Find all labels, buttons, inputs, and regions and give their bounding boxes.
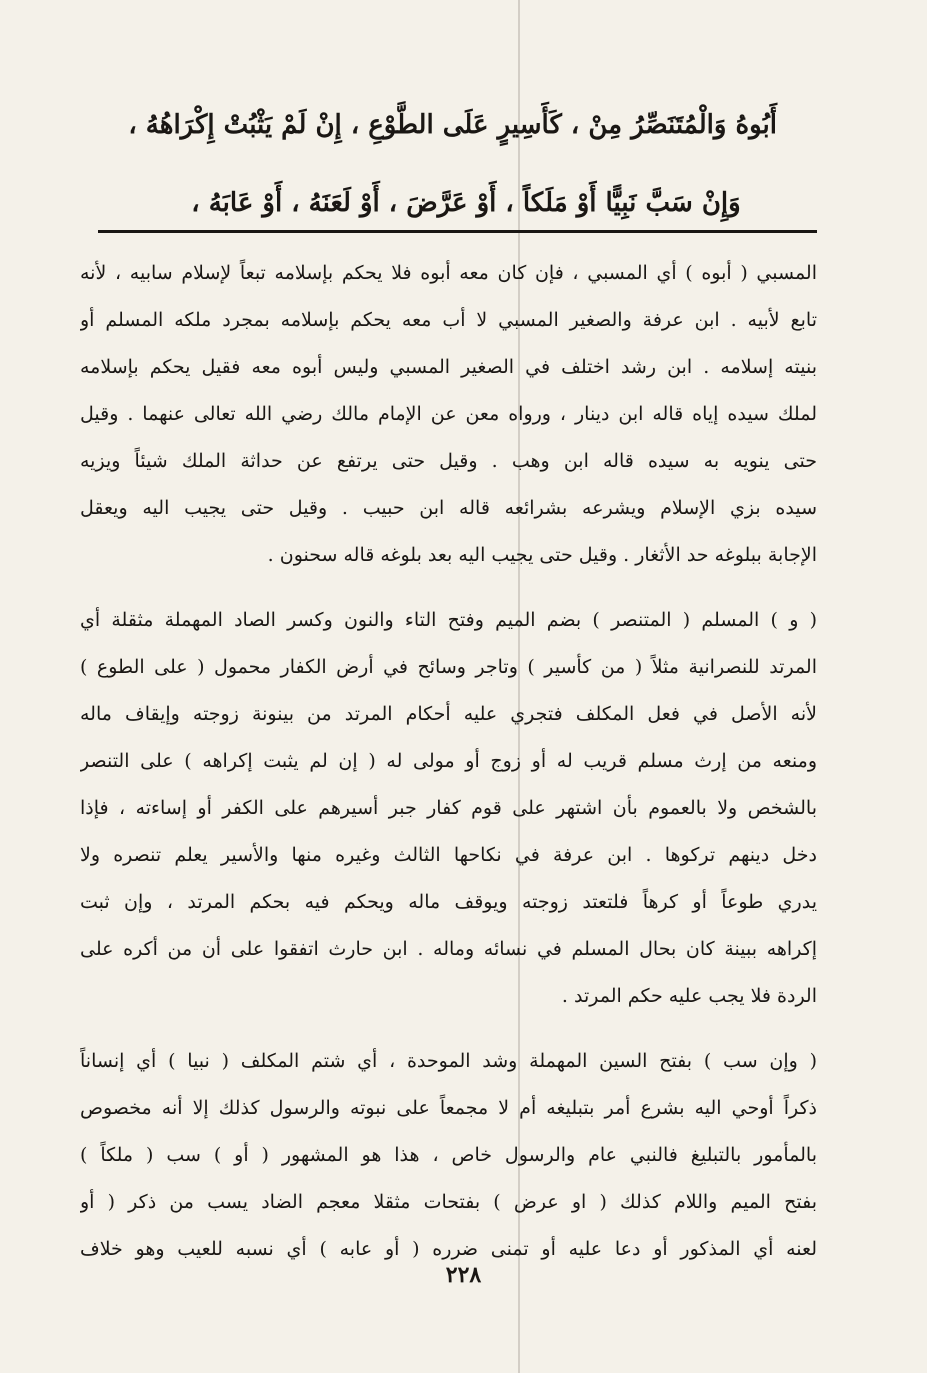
text-line: بالمأمور بالتبليغ فالنبي عام والرسول خاص ، هذا هو المشهور ( أو ) سب ( ملكاً ) (80, 1144, 817, 1166)
text-line: ومنعه من إرث مسلم قريب له أو زوج أو مولى له ( إن لم يثبت إكراهه ) على التنصر (80, 750, 817, 772)
paragraph-3 (80, 1038, 817, 1273)
paragraph-1 (80, 250, 817, 579)
page-number: ٢٢٨ (445, 1262, 482, 1288)
text-line: لأنه الأصل في فعل المكلف فتجري عليه أحكام المرتد من بينونة زوجته وإيقاف ماله (80, 703, 817, 725)
text-line: حتى ينويه به سيده قاله ابن وهب . وقيل حتى يرتفع عن حداثة الملك شيئاً ويزيه (80, 450, 817, 472)
matn-verse (128, 86, 777, 242)
text-line: بنيته إسلامه . ابن رشد اختلف في الصغير المسبي وليس أبوه معه فقيل يحكم بإسلامه (80, 356, 817, 378)
separator-rule (98, 230, 817, 233)
text-line: ذكراً أوحي اليه بشرع أمر بتبليغه أم لا مجمعاً على نبوته والرسول كذلك إلا أنه مخصوص (80, 1097, 817, 1119)
paragraph-2 (80, 597, 817, 1020)
matn-line-1: أَبُوهُ وَالْمُتَنَصِّرُ مِنْ ، كَأَسِيرٍ عَلَى الطَّوْعِ ، إِنْ لَمْ يَثْبُتْ إِكْرَاهُهُ ، (128, 110, 777, 140)
text-line: بالشخص ولا بالعموم بأن اشتهر على قوم كفار جبر أسيرهم على الكفر أو إساءته ، فإذا (80, 797, 817, 819)
text-line: سيده بزي الإسلام ويشرعه بشرائعه قاله ابن حبيب . وقيل حتى يجيب اليه ويعقل (80, 497, 817, 519)
text-line: دخل دينهم تركوها . ابن عرفة في نكاحها الثالث وغيره منها والأسير يعلم تنصره ولا (80, 844, 817, 866)
text-line: لعنه أي المذكور أو دعا عليه أو تمنى ضرره ( أو عابه ) أي نسبه للعيب وهو خلاف (80, 1238, 817, 1260)
text-line: الإجابة ببلوغه حد الأثغار . وقيل حتى يجيب اليه بعد بلوغه قاله سحنون . (267, 544, 817, 566)
text-line: ( وإن سب ) بفتح السين المهملة وشد الموحدة ، أي شتم المكلف ( نبيا ) أي إنساناً (80, 1050, 817, 1072)
matn-line-2: وَإِنْ سَبَّ نَبِيًّا أَوْ مَلَكاً ، أَوْ عَرَّضَ ، أَوْ لَعَنَهُ ، أَوْ عَابَهُ ، (191, 188, 741, 218)
text-line: يدري طوعاً أو كرهاً فلتعتد زوجته ويوقف ماله ويحكم فيه بحكم المرتد ، وإن ثبت (80, 891, 817, 913)
text-line: المسبي ( أبوه ) أي المسبي ، فإن كان معه أبوه فلا يحكم بإسلامه تبعاً لإسلام سابيه ، لأنه (80, 262, 817, 284)
text-line: المرتد للنصرانية مثلاً ( من كأسير ) وتاجر وسائح في أرض الكفار محمول ( على الطوع ) (80, 656, 817, 678)
text-line: إكراهه ببينة كان بحال المسلم في نسائه وماله . ابن حارث اتفقوا على أن من أكره على (80, 938, 817, 960)
text-line: بفتح الميم واللام كذلك ( او عرض ) بفتحات مثقلا معجم الضاد يسب من ذكر ( أو (80, 1191, 817, 1213)
text-line: ( و ) المسلم ( المتنصر ) بضم الميم وفتح التاء والنون وكسر الصاد المهملة مثقلة أي (80, 609, 817, 631)
commentary-body (80, 250, 817, 1273)
text-line: لملك سيده إياه قاله ابن دينار ، ورواه معن عن الإمام مالك رضي الله تعالى عنهما . وقيل (80, 403, 817, 425)
text-line: تابع لأبيه . ابن عرفة والصغير المسبي لا أب معه يحكم بإسلامه بمجرد ملكه المسلم أو (80, 309, 817, 331)
text-line: الردة فلا يجب عليه حكم المرتد . (561, 985, 817, 1007)
